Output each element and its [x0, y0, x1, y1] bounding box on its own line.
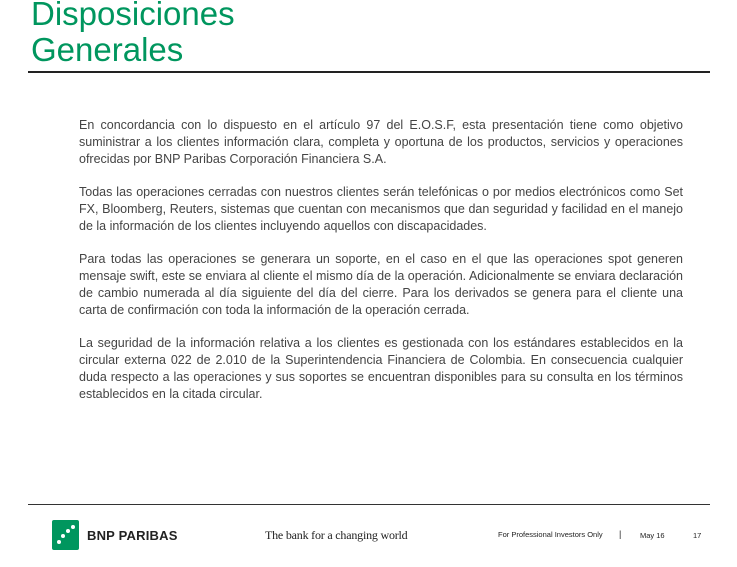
- slide-title-line-2: Generales: [31, 31, 184, 68]
- page-number: 17: [693, 531, 702, 540]
- body-text: [79, 117, 683, 419]
- logo-brand-text: BNP PARIBAS: [87, 527, 178, 543]
- paragraph-1: En concordancia con lo dispuesto en el artículo 97 del E.O.S.F, esta presentación tiene como objetivo suministrar a los clientes información clara, completa y oportuna de los productos, servicios y operaciones ofrecidas por BNP Paribas Corporación Financiera S.A.: [79, 118, 683, 166]
- paragraph-3: Para todas las operaciones se generara un soporte, en el caso en el que las operaciones spot generen mensaje swift, este se enviara al cliente el mismo día de la operación. Adicionalmente se enviara declaración de cambio numerada al día siguiente del día del cierre. Para los derivados se genera para el cliente una carta de confirmación con toda la información de la operación cerrada.: [79, 252, 683, 317]
- title-divider: [28, 71, 710, 73]
- footer-separator: |: [619, 529, 622, 539]
- logo-stars-icon: [52, 520, 79, 550]
- paragraph-4: La seguridad de la información relativa a los clientes es gestionada con los estándares establecidos en la circular externa 022 de 2.010 de la Superintendencia Financiera de Colombia. En consecuencia cualquier duda respecto a las operaciones y sus soportes se encuentran disponibles para su consulta en los términos establecidos en la citada circular.: [79, 336, 683, 401]
- paragraph-2: Todas las operaciones cerradas con nuestros clientes serán telefónicas o por medios electrónicos como Set FX, Bloomberg, Reuters, sistemas que cuentan con mecanismos que dan seguridad y facilidad en el manejo de la información de los clientes incluyendo aquellos con discapacidades.: [79, 185, 683, 233]
- footer-date: May 16: [640, 531, 665, 540]
- tagline: The bank for a changing world: [265, 528, 408, 542]
- footer-disclaimer: For Professional Investors Only: [498, 530, 603, 539]
- slide-title: [31, 0, 235, 68]
- bnp-paribas-logo: [52, 520, 178, 550]
- footer-divider: [28, 504, 710, 505]
- slide-title-line-1: Disposiciones: [31, 0, 235, 32]
